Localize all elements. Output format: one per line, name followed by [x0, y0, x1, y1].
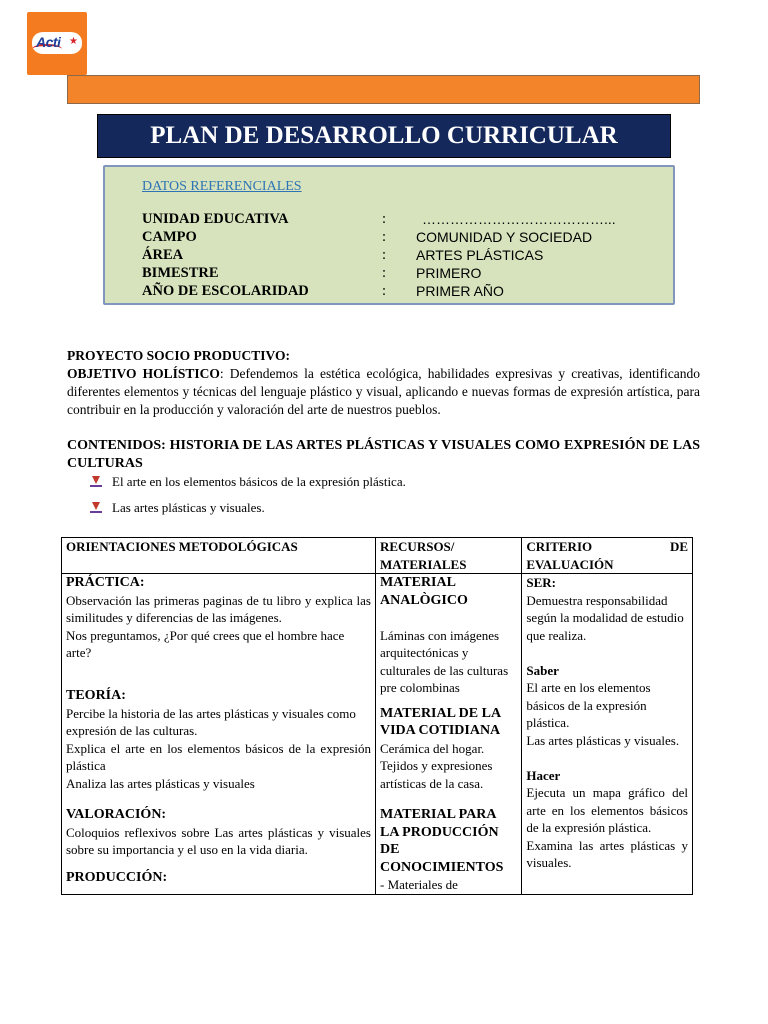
ref-colon: :	[382, 229, 387, 245]
ref-value: PRIMERO	[416, 265, 482, 281]
criterio-cell	[522, 574, 693, 895]
teoria-text-2: Explica el arte en los elementos básicos de la expresión plástica	[66, 740, 371, 773]
material-cotidiana-text-2: Tejidos y expresiones artísticas de la casa.	[379, 758, 493, 791]
list-item	[90, 474, 406, 490]
arrow-down-bullet-icon	[90, 476, 102, 488]
table-row	[62, 574, 693, 895]
list-item	[90, 500, 265, 516]
saber-text-1: El arte en los elementos básicos de la expresión plástica.	[526, 680, 651, 730]
saber-text-2: Las artes plásticas y visuales.	[526, 732, 680, 748]
datos-referenciales-heading: DATOS REFERENCIALES	[142, 179, 302, 194]
recursos-cell	[375, 574, 521, 895]
material-produccion-heading: MATERIAL PARA LA PRODUCCIÓN DE CONOCIMIENTOS	[379, 807, 504, 875]
ref-value: ARTES PLÁSTICAS	[416, 247, 544, 263]
logo	[27, 12, 87, 75]
header-recursos: RECURSOS/ MATERIALES	[375, 538, 521, 574]
header-evaluacion-word: EVALUACIÓN	[526, 556, 614, 572]
ser-heading: SER:	[526, 575, 556, 590]
ref-value: COMUNIDAD Y SOCIEDAD	[416, 229, 593, 245]
orientaciones-cell	[62, 574, 376, 895]
ref-colon: :	[382, 211, 387, 227]
material-analogico-heading: MATERIAL ANALÒGICO	[379, 575, 468, 608]
produccion-heading: PRODUCCIÓN:	[66, 869, 168, 885]
logo-text: Acti	[36, 34, 61, 50]
objetivo-text: : Defendemos la estética ecológica, habilidades expresivas y creativas, identificando diferentes elementos y técnicas del lenguaje plástico y visual, aplicando e nuevas formas de expresión artística, para contribuir en la producción y valoración del arte de nuestros pueblos.	[67, 366, 700, 417]
hacer-text-1: Ejecuta un mapa gráfico del arte en los elementos básicos de la expresión plástica.	[526, 785, 688, 835]
valoracion-text: Coloquios reflexivos sobre Las artes plásticas y visuales sobre su importancia y el uso en la vida diaria.	[66, 824, 371, 857]
valoracion-heading: VALORACIÓN:	[66, 807, 167, 822]
material-produccion-text: - Materiales de	[379, 877, 458, 892]
header-criterio	[522, 538, 693, 574]
hacer-heading: Hacer	[526, 767, 561, 783]
objetivo-label: OBJETIVO HOLÍSTICO	[67, 366, 220, 381]
ref-colon: :	[382, 247, 387, 263]
ref-value: PRIMER AÑO	[416, 283, 504, 299]
list-item-text: Las artes plásticas y visuales.	[112, 500, 265, 515]
teoria-text-1: Percibe la historia de las artes plásticas y visuales como expresión de las culturas.	[66, 705, 356, 738]
material-cotidiana-text-1: Cerámica del hogar.	[379, 740, 485, 756]
logo-star-icon: ★	[69, 36, 78, 47]
practica-text-1: Observación las primeras paginas de tu libro y explica las similitudes y diferencias de las imágenes.	[66, 592, 371, 625]
ref-colon: :	[382, 283, 387, 299]
objetivo-paragraph	[67, 365, 700, 419]
ref-value: …………………………………...	[422, 211, 616, 227]
header-criterio-word: CRITERIO	[526, 539, 593, 554]
material-cotidiana-heading: MATERIAL DE LA VIDA COTIDIANA	[379, 705, 501, 738]
page-title: PLAN DE DESARROLLO CURRICULAR	[97, 114, 671, 158]
datos-referenciales-box	[103, 165, 675, 305]
ser-text: Demuestra responsabilidad según la modalidad de estudio que realiza.	[526, 592, 684, 643]
ref-label: UNIDAD EDUCATIVA	[142, 211, 289, 227]
proyecto-heading: PROYECTO SOCIO PRODUCTIVO:	[67, 348, 291, 363]
header-orange-bar	[67, 75, 700, 104]
hacer-text-2: Examina las artes plásticas y visuales.	[526, 837, 688, 870]
practica-text-2: Nos preguntamos, ¿Por qué crees que el hombre hace arte?	[66, 627, 345, 660]
ref-label: CAMPO	[142, 229, 197, 245]
list-item-text: El arte en los elementos básicos de la expresión plástica.	[112, 474, 406, 489]
ref-colon: :	[382, 265, 387, 281]
material-analogico-text: Láminas con imágenes arquitectónicas y culturales de las culturas pre colombinas	[379, 627, 509, 695]
teoria-text-3: Analiza las artes plásticas y visuales	[66, 775, 255, 791]
plan-table	[61, 537, 693, 895]
ref-label: AÑO DE ESCOLARIDAD	[142, 283, 309, 299]
arrow-down-bullet-icon	[90, 502, 102, 514]
ref-label: ÁREA	[142, 247, 184, 263]
teoria-heading: TEORÍA:	[66, 688, 126, 703]
practica-heading: PRÁCTICA:	[66, 575, 145, 590]
table-header-row	[62, 538, 693, 574]
saber-heading: Saber	[526, 662, 559, 678]
contenidos-heading: CONTENIDOS: HISTORIA DE LAS ARTES PLÁSTICAS Y VISUALES COMO EXPRESIÓN DE LAS CULTURAS	[67, 438, 700, 471]
header-de-word: DE	[669, 539, 688, 554]
header-orientaciones: ORIENTACIONES METODOLÓGICAS	[62, 538, 376, 574]
ref-label: BIMESTRE	[142, 265, 219, 281]
logo-badge	[32, 32, 82, 54]
